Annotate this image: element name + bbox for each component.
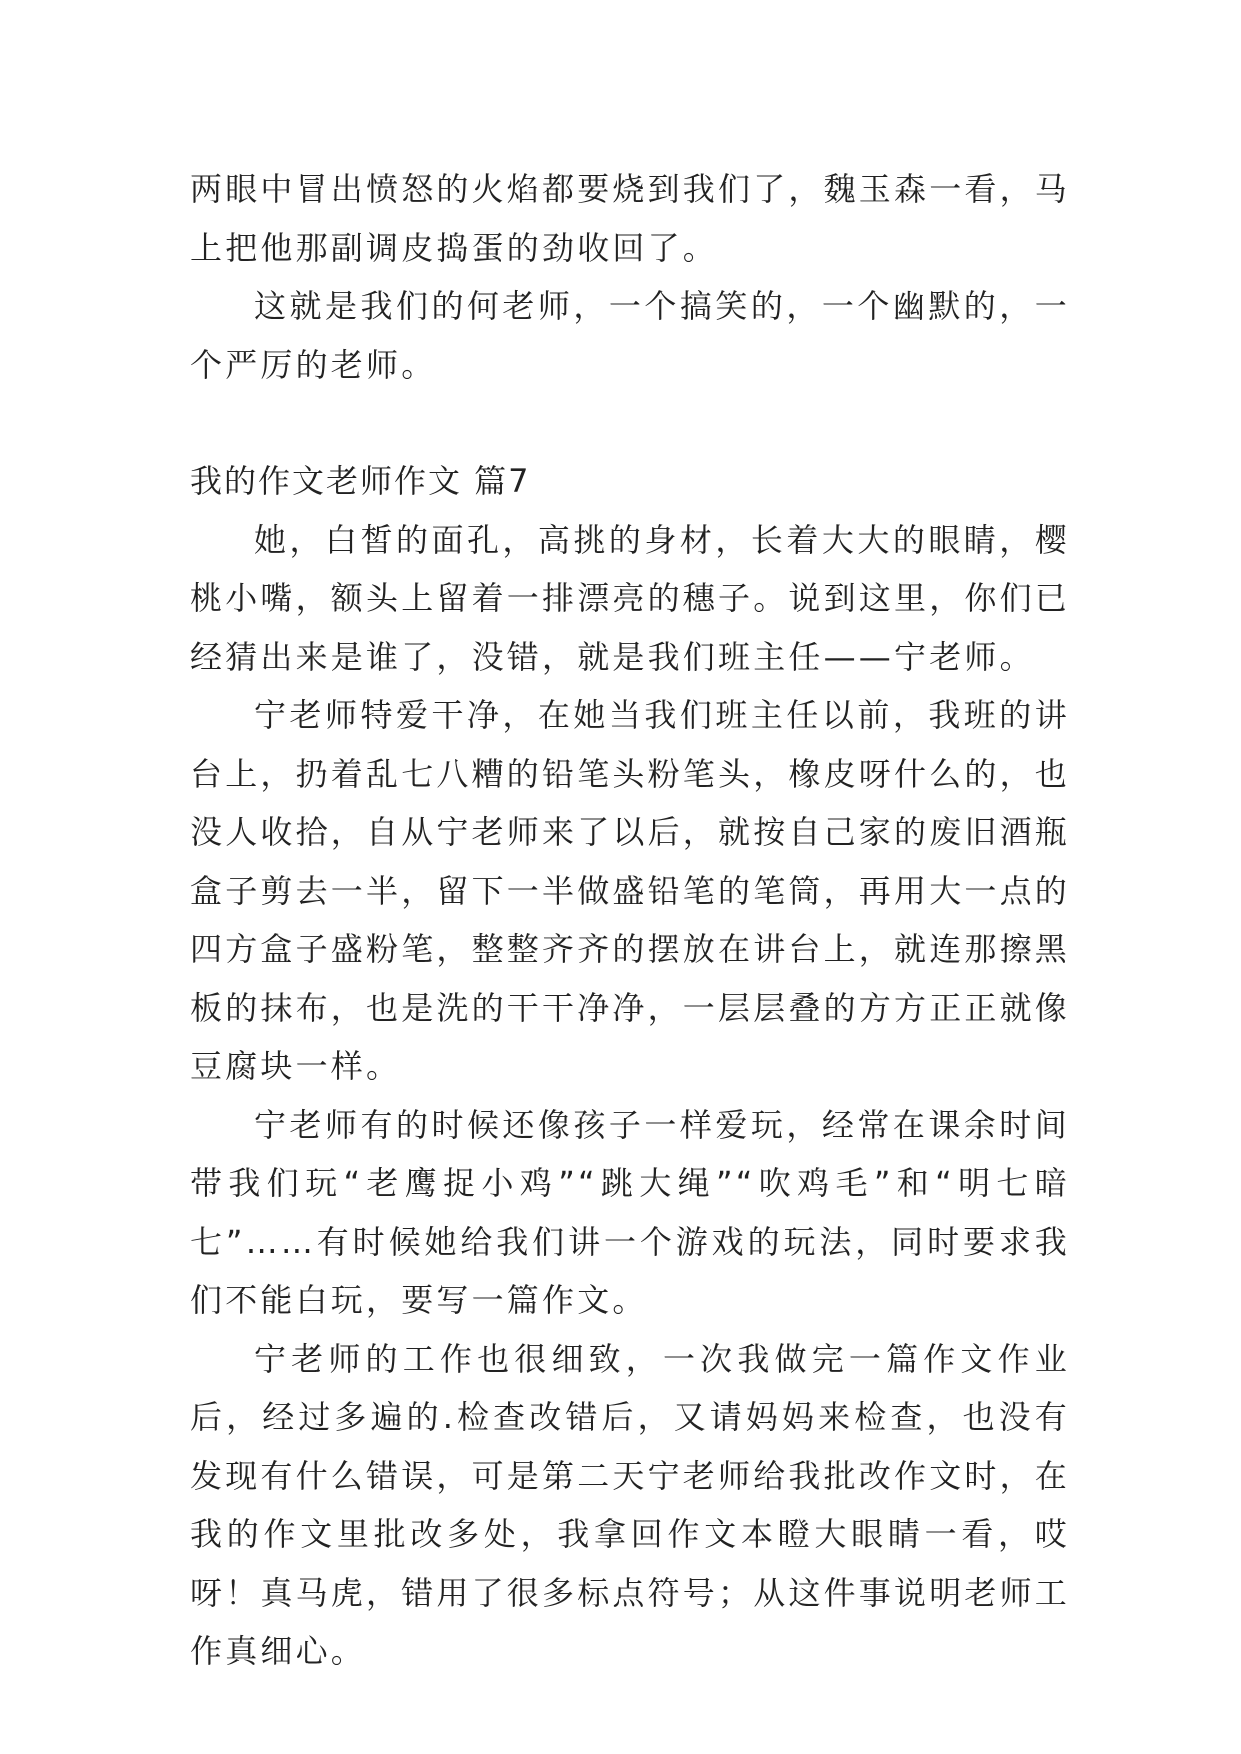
section-paragraph-3: 宁老师有的时候还像孩子一样爱玩，经常在课余时间带我们玩“老鹰捉小鸡”“跳大绳”“吹鸡毛”和“明七暗七”……有时候她给我们讲一个游戏的玩法，同时要求我们不能白玩，要写一篇作文。 [190,1105,1070,1319]
section-title: 我的作文老师作文 篇7 [190,462,531,500]
continuation-paragraph-2: 这就是我们的何老师，一个搞笑的，一个幽默的，一个严厉的老师。 [190,287,1070,384]
section-paragraph-2: 宁老师特爱干净，在她当我们班主任以前，我班的讲台上，扔着乱七八糟的铅笔头粉笔头，橡皮呀什么的，也没人收拾，自从宁老师来了以后，就按自己家的废旧酒瓶盒子剪去一半，留下一半做盛铅笔的笔筒，再用大一点的四方盒子盛粉笔，整整齐齐的摆放在讲台上，就连那擦黑板的抹布，也是洗的干干净净，一层层叠的方方正正就像豆腐块一样。 [190,696,1071,1085]
section-paragraph-1: 她，白皙的面孔，高挑的身材，长着大大的眼睛，樱桃小嘴，额头上留着一排漂亮的穗子。说到这里，你们已经猜出来是谁了，没错，就是我们班主任——宁老师。 [190,520,1071,676]
section-spacer [190,394,1070,452]
continuation-paragraph-1: 两眼中冒出愤怒的火焰都要烧到我们了，魏玉森一看，马上把他那副调皮捣蛋的劲收回了。 [190,170,1071,267]
document-body [190,160,1070,1681]
section-paragraph-4: 宁老师的工作也很细致，一次我做完一篇作文作业后，经过多遍的.检查改错后，又请妈妈来检查，也没有发现有什么错误，可是第二天宁老师给我批改作文时，在我的作文里批改多处，我拿回作文本瞪大眼睛一看，哎呀！真马虎，错用了很多标点符号；从这件事说明老师工作真细心。 [190,1339,1071,1670]
